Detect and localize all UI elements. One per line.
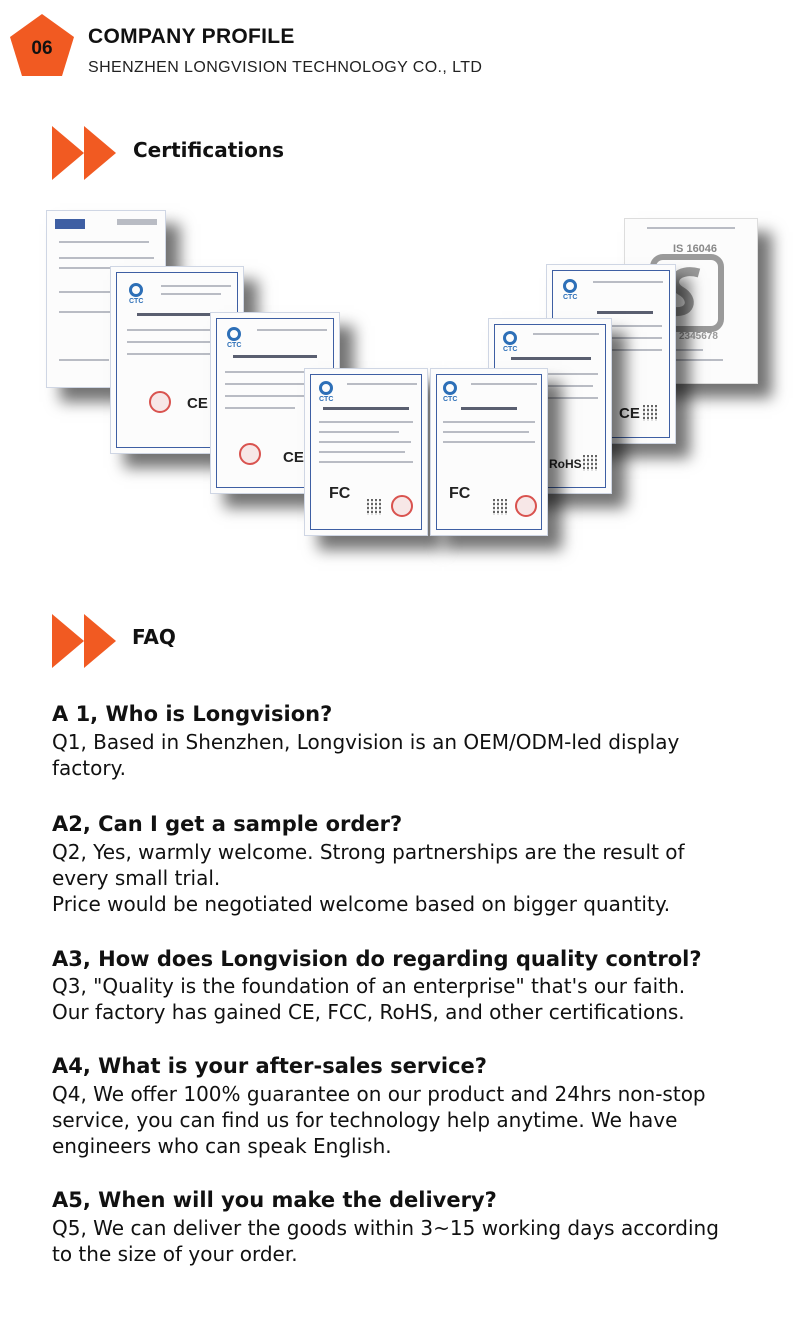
- faq-answer: Q5, We can deliver the goods within 3~15 working days according to the size of your order.: [52, 1216, 719, 1266]
- fcc-certificate-document: [304, 368, 428, 536]
- rohs-mark: RoHS: [549, 457, 582, 471]
- certifications-heading: Certifications: [133, 138, 284, 162]
- ctc-logo-icon: CTC: [443, 381, 457, 403]
- company-name: SHENZHEN LONGVISION TECHNOLOGY CO., LTD: [88, 59, 483, 76]
- ce-mark: CE: [283, 449, 304, 466]
- faq-answer: Q3, "Quality is the foundation of an enterprise" that's our faith. Our factory has gained CE, FCC, RoHS, and other certifications.: [52, 974, 686, 1024]
- fcc-mark: FC: [329, 485, 351, 502]
- faq-question: A4, What is your after-sales service?: [52, 1054, 487, 1078]
- qr-code-icon: [493, 499, 509, 515]
- red-stamp-icon: [239, 443, 261, 465]
- faq-heading: FAQ: [132, 625, 176, 649]
- faq-answer: Q4, We offer 100% guarantee on our product and 24hrs non-stop service, you can find us for technology help anytime. We have engineers who can speak English.: [52, 1082, 706, 1158]
- qr-code-icon: [643, 405, 659, 421]
- ctc-logo-icon: CTC: [503, 331, 517, 353]
- ctc-logo-icon: CTC: [319, 381, 333, 403]
- is-number: 2345678: [679, 331, 718, 342]
- is-mark: IS 16046: [673, 243, 718, 255]
- fcc-certificate-document: [430, 368, 548, 536]
- faq-question: A5, When will you make the delivery?: [52, 1188, 497, 1212]
- ctc-logo-icon: CTC: [227, 327, 241, 349]
- badge-number: 06: [31, 38, 53, 59]
- section-number-badge: [8, 12, 76, 80]
- red-stamp-icon: [515, 495, 537, 517]
- faq-answer: Q2, Yes, warmly welcome. Strong partnerships are the result of every small trial. Price would be negotiated welcome based on bigger quantity.: [52, 840, 685, 916]
- double-chevron-icon: [52, 126, 118, 180]
- ctc-logo-icon: CTC: [129, 283, 143, 305]
- faq-question: A3, How does Longvision do regarding quality control?: [52, 947, 702, 971]
- faq-question: A 1, Who is Longvision?: [52, 702, 333, 726]
- qr-code-icon: [367, 499, 383, 515]
- faq-answer: Q1, Based in Shenzhen, Longvision is an OEM/ODM-led display factory.: [52, 730, 680, 780]
- faq-question: A2, Can I get a sample order?: [52, 812, 403, 836]
- fcc-mark: FC: [449, 485, 471, 502]
- red-stamp-icon: [391, 495, 413, 517]
- double-chevron-icon: [52, 614, 118, 668]
- red-stamp-icon: [149, 391, 171, 413]
- ctc-logo-icon: CTC: [563, 279, 577, 301]
- qr-code-icon: [583, 455, 599, 471]
- page-title: COMPANY PROFILE: [88, 25, 295, 48]
- ce-mark: CE: [619, 405, 640, 422]
- ce-mark: CE: [187, 395, 208, 412]
